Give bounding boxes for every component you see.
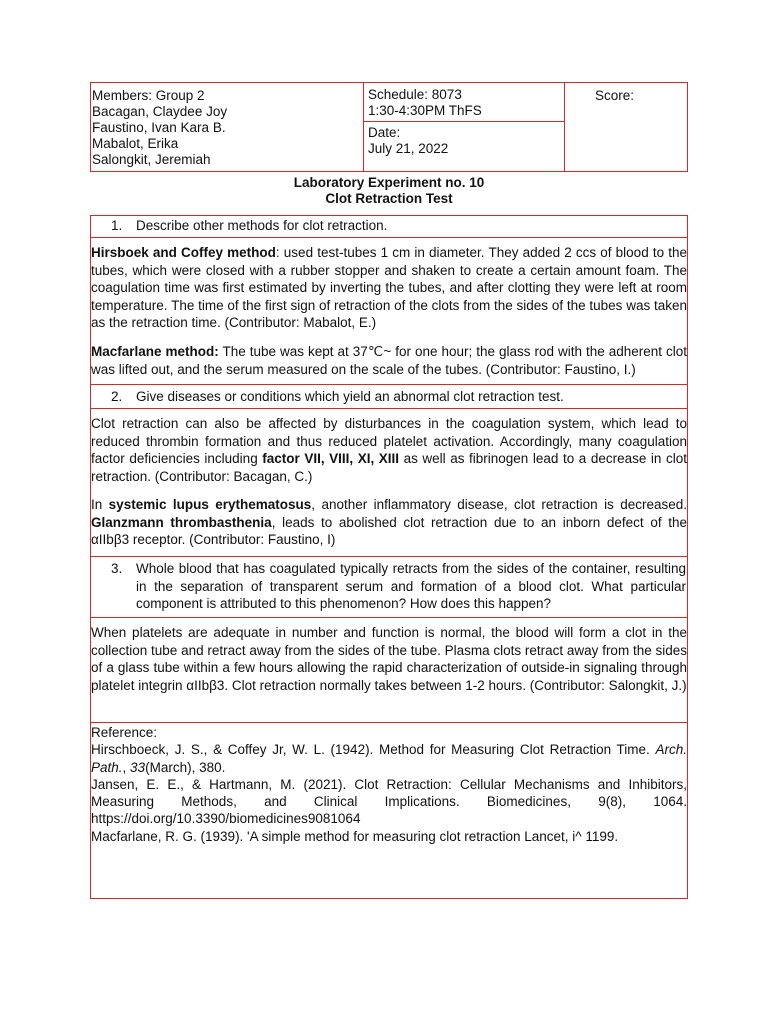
answer-paragraph bbox=[91, 624, 687, 694]
answer-text: In bbox=[91, 497, 109, 512]
date-label: Date: bbox=[368, 125, 401, 140]
question-text: Describe other methods for clot retraction. bbox=[136, 218, 388, 233]
answer-paragraph bbox=[91, 343, 687, 378]
answer-text: The tube was kept at 37℃~ for one hour; the glass rod with the adherent clot was lifted out, and the serum measured on the scale of the tubes. (Contributor: Faustino, I.) bbox=[91, 344, 687, 377]
volume: 33 bbox=[130, 759, 146, 775]
answer-text: , leads to abolished clot retraction due to an inborn defect of the αIIbβ3 receptor. (Contributor: Faustino, I) bbox=[91, 514, 688, 547]
reference-section bbox=[91, 724, 687, 845]
member-name: Salongkit, Jeremiah bbox=[92, 152, 211, 167]
reference-text: Hirschboeck, J. S., & Coffey Jr, W. L. (1942). Method for Measuring Clot Retraction Time. bbox=[91, 742, 656, 758]
journal-name: Arch. Path. bbox=[91, 742, 687, 775]
reference-text: Jansen, E. E., & Hartmann, M. (2021). Clot Retraction: Cellular Mechanisms and Inhibitors, bbox=[91, 776, 687, 792]
row-divider bbox=[91, 556, 687, 557]
member-name: Faustino, Ivan Kara B. bbox=[92, 120, 226, 135]
emphasis: Glanzmann thrombasthenia bbox=[91, 514, 272, 530]
schedule-time: 1:30-4:30PM ThFS bbox=[368, 103, 482, 118]
row-divider bbox=[91, 384, 687, 385]
schedule-cell bbox=[364, 83, 565, 122]
document-title: Laboratory Experiment no. 10 bbox=[293, 175, 485, 190]
emphasis: systemic lupus erythematosus bbox=[108, 497, 312, 512]
answer-text: Clot retraction can also be affected by disturbances in the coagulation system, which lead to reduced thrombin formation and thus reduced platelet activation. Accordingly, many coagulation factor deficiencies including bbox=[91, 416, 687, 466]
reference-text: (March), 380. bbox=[145, 759, 226, 775]
date-cell bbox=[364, 122, 565, 171]
document-titles bbox=[90, 175, 688, 207]
emphasis: factor VII, VIII, XI, XIII bbox=[262, 451, 400, 466]
reference-entry: Macfarlane, R. G. (1939). 'A simple method for measuring clot retraction Lancet, i^ 1199. bbox=[91, 828, 619, 844]
answer-text: , another inflammatory disease, clot retraction is decreased. bbox=[311, 497, 688, 512]
answer-text: as well as fibrinogen lead to a decrease in clot retraction. (Contributor: Bacagan, C.) bbox=[91, 451, 687, 484]
schedule-label: Schedule: 8073 bbox=[368, 87, 462, 102]
answer-paragraph bbox=[91, 244, 687, 332]
answer-paragraph bbox=[91, 415, 687, 485]
members-label: Members: Group 2 bbox=[92, 88, 205, 103]
reference-text: Measuring Methods, and Clinical Implications. Biomedicines, 9(8), 1064. bbox=[91, 794, 687, 810]
method-name: Hirsboek and Coffey method bbox=[91, 245, 276, 260]
date-value: July 21, 2022 bbox=[368, 141, 449, 156]
answer-text: When platelets are adequate in number and function is normal, the blood will form a clot in the collection tube and retract away from the sides of the tube. Plasma clots retract away from the sides of a glass tube within a few hours allowing the rapid characterization of outside-in signaling through platelet integrin αIIbβ3. Clot retraction normally takes between 1-2 hours. (Contributor: Salongkit, J.) bbox=[91, 625, 687, 693]
questions-table bbox=[90, 215, 688, 899]
row-divider bbox=[91, 617, 687, 618]
answer-text: : used test-tubes 1 cm in diameter. They added 2 ccs of blood to the tubes, which were closed with a rubber stopper and shaken to create a certain amount foam. The coagulation time was first estimated by inverting the tubes, and after clotting they were left at room temperature. The time of the first sign of retraction of the clots from the sides of the tubes was taken as the retraction time. (Contributor: Mabalot, E.) bbox=[91, 245, 687, 330]
reference-entry bbox=[91, 776, 687, 828]
reference-link[interactable]: https://doi.org/10.3390/biomedicines9081064 bbox=[91, 811, 361, 827]
member-name: Mabalot, Erika bbox=[92, 136, 179, 151]
method-name: Macfarlane method: bbox=[91, 344, 219, 359]
member-name: Bacagan, Claydee Joy bbox=[92, 104, 228, 119]
members-cell bbox=[91, 83, 364, 171]
reference-entry bbox=[91, 741, 687, 776]
row-divider bbox=[91, 237, 687, 238]
score-cell bbox=[565, 83, 687, 171]
answer-paragraph bbox=[91, 496, 687, 549]
question-number: 1. bbox=[111, 218, 123, 233]
row-divider bbox=[91, 408, 687, 409]
document-subtitle: Clot Retraction Test bbox=[325, 191, 453, 206]
question-number: 2. bbox=[111, 389, 123, 404]
question-text: Give diseases or conditions which yield an abnormal clot retraction test. bbox=[136, 389, 564, 404]
row-divider bbox=[91, 722, 687, 723]
question-text: Whole blood that has coagulated typically retracts from the sides of the container, resulting in the separation of transparent serum and formation of a blood clot. What particular component is attributed to this phenomenon? How does this happen? bbox=[136, 561, 686, 611]
score-label: Score: bbox=[595, 88, 635, 103]
reference-label: Reference: bbox=[91, 725, 158, 740]
reference-text: , bbox=[122, 759, 131, 775]
question-number: 3. bbox=[111, 561, 123, 576]
header-table bbox=[90, 82, 688, 172]
